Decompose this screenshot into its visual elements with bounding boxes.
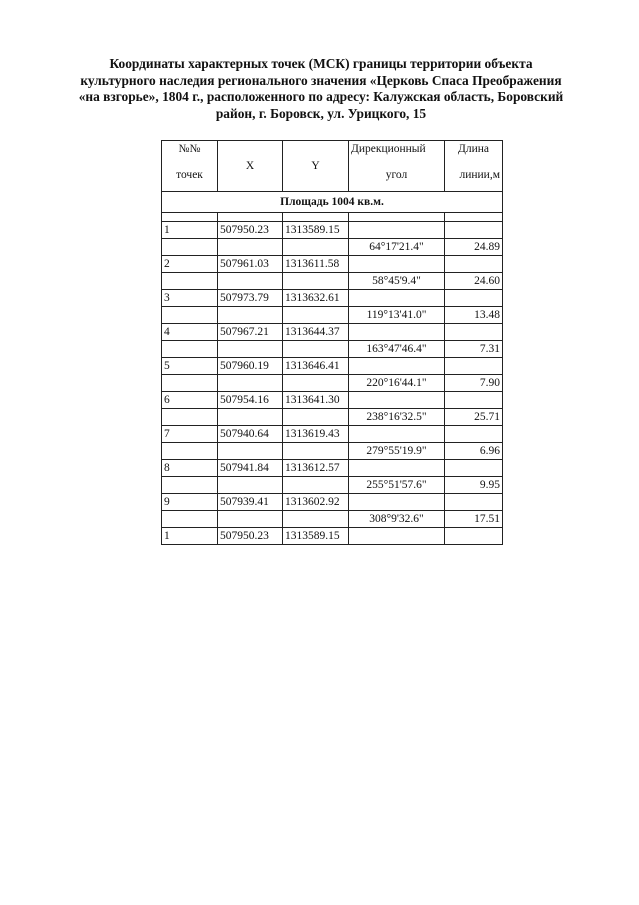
empty-cell <box>218 511 283 528</box>
x-coordinate: 507940.64 <box>218 426 283 443</box>
empty-cell <box>218 443 283 460</box>
empty-cell <box>218 239 283 256</box>
empty-cell <box>445 460 503 477</box>
segment-row <box>162 307 503 324</box>
empty-cell <box>218 341 283 358</box>
empty-cell <box>445 256 503 273</box>
empty-cell <box>162 375 218 392</box>
line-length: 6.96 <box>445 443 503 460</box>
empty-cell <box>445 392 503 409</box>
empty-cell <box>283 273 349 290</box>
empty-cell <box>349 324 445 341</box>
empty-cell <box>349 494 445 511</box>
point-row <box>162 324 503 341</box>
y-coordinate: 1313602.92 <box>283 494 349 511</box>
document-title <box>40 56 602 122</box>
y-coordinate: 1313589.15 <box>283 528 349 545</box>
empty-cell <box>349 290 445 307</box>
x-coordinate: 507939.41 <box>218 494 283 511</box>
empty-cell <box>162 511 218 528</box>
segment-row <box>162 273 503 290</box>
x-coordinate: 507950.23 <box>218 222 283 239</box>
header-line-length: Длина линии,м <box>445 141 503 192</box>
spacer-row <box>162 213 503 222</box>
line-length: 7.90 <box>445 375 503 392</box>
header-x: X <box>218 141 283 192</box>
direction-angle: 279°55'19.9" <box>349 443 445 460</box>
point-number: 4 <box>162 324 218 341</box>
point-number: 3 <box>162 290 218 307</box>
y-coordinate: 1313611.58 <box>283 256 349 273</box>
point-number: 6 <box>162 392 218 409</box>
point-row <box>162 528 503 545</box>
point-row <box>162 358 503 375</box>
point-row <box>162 392 503 409</box>
empty-cell <box>283 477 349 494</box>
x-coordinate: 507961.03 <box>218 256 283 273</box>
empty-cell <box>445 222 503 239</box>
direction-angle: 220°16'44.1" <box>349 375 445 392</box>
empty-cell <box>162 477 218 494</box>
y-coordinate: 1313641.30 <box>283 392 349 409</box>
x-coordinate: 507967.21 <box>218 324 283 341</box>
point-row <box>162 256 503 273</box>
empty-cell <box>445 528 503 545</box>
empty-cell <box>162 341 218 358</box>
point-row <box>162 290 503 307</box>
direction-angle: 163°47'46.4" <box>349 341 445 358</box>
title-line: Координаты характерных точек (МСК) границы территории объекта <box>109 56 533 71</box>
x-coordinate: 507973.79 <box>218 290 283 307</box>
table-header-row <box>162 141 503 192</box>
point-number: 5 <box>162 358 218 375</box>
empty-cell <box>445 324 503 341</box>
empty-cell <box>218 273 283 290</box>
header-direction-angle: Дирекционный угол <box>349 141 445 192</box>
empty-cell <box>349 426 445 443</box>
empty-cell <box>445 426 503 443</box>
line-length: 25.71 <box>445 409 503 426</box>
direction-angle: 119°13'41.0" <box>349 307 445 324</box>
y-coordinate: 1313646.41 <box>283 358 349 375</box>
empty-cell <box>162 409 218 426</box>
empty-cell <box>445 358 503 375</box>
empty-cell <box>283 307 349 324</box>
segment-row <box>162 375 503 392</box>
point-row <box>162 494 503 511</box>
empty-cell <box>349 392 445 409</box>
empty-cell <box>218 375 283 392</box>
empty-cell <box>162 307 218 324</box>
empty-cell <box>283 341 349 358</box>
direction-angle: 238°16'32.5" <box>349 409 445 426</box>
title-line: район, г. Боровск, ул. Урицкого, 15 <box>215 105 427 121</box>
line-length: 17.51 <box>445 511 503 528</box>
y-coordinate: 1313612.57 <box>283 460 349 477</box>
x-coordinate: 507941.84 <box>218 460 283 477</box>
empty-cell <box>283 409 349 426</box>
line-length: 24.60 <box>445 273 503 290</box>
segment-row <box>162 511 503 528</box>
area-row <box>162 192 503 213</box>
empty-cell <box>349 358 445 375</box>
empty-cell <box>218 409 283 426</box>
empty-cell <box>349 460 445 477</box>
empty-cell <box>445 290 503 307</box>
point-number: 8 <box>162 460 218 477</box>
segment-row <box>162 477 503 494</box>
table-body <box>162 222 503 545</box>
direction-angle: 255°51'57.6" <box>349 477 445 494</box>
segment-row <box>162 341 503 358</box>
x-coordinate: 507960.19 <box>218 358 283 375</box>
segment-row <box>162 239 503 256</box>
empty-cell <box>445 494 503 511</box>
empty-cell <box>283 443 349 460</box>
coordinates-table <box>161 140 503 545</box>
area-label: Площадь 1004 кв.м. <box>162 192 503 213</box>
direction-angle: 58°45'9.4" <box>349 273 445 290</box>
point-row <box>162 222 503 239</box>
point-number: 2 <box>162 256 218 273</box>
line-length: 9.95 <box>445 477 503 494</box>
empty-cell <box>162 273 218 290</box>
y-coordinate: 1313644.37 <box>283 324 349 341</box>
empty-cell <box>349 256 445 273</box>
x-coordinate: 507950.23 <box>218 528 283 545</box>
segment-row <box>162 409 503 426</box>
y-coordinate: 1313619.43 <box>283 426 349 443</box>
point-number: 7 <box>162 426 218 443</box>
y-coordinate: 1313589.15 <box>283 222 349 239</box>
header-y: Y <box>283 141 349 192</box>
segment-row <box>162 443 503 460</box>
empty-cell <box>162 443 218 460</box>
empty-cell <box>283 239 349 256</box>
point-number: 1 <box>162 222 218 239</box>
empty-cell <box>218 307 283 324</box>
header-point-number: №№ точек <box>162 141 218 192</box>
direction-angle: 64°17'21.4" <box>349 239 445 256</box>
point-row <box>162 460 503 477</box>
point-number: 1 <box>162 528 218 545</box>
empty-cell <box>349 528 445 545</box>
empty-cell <box>349 222 445 239</box>
line-length: 24.89 <box>445 239 503 256</box>
title-line: «на взгорье», 1804 г., расположенного по адресу: Калужская область, Боровский <box>78 89 564 104</box>
empty-cell <box>283 511 349 528</box>
y-coordinate: 1313632.61 <box>283 290 349 307</box>
direction-angle: 308°9'32.6" <box>349 511 445 528</box>
point-row <box>162 426 503 443</box>
empty-cell <box>218 477 283 494</box>
empty-cell <box>162 239 218 256</box>
empty-cell <box>283 375 349 392</box>
point-number: 9 <box>162 494 218 511</box>
line-length: 7.31 <box>445 341 503 358</box>
title-line: культурного наследия регионального значения «Церковь Спаса Преображения <box>80 72 562 88</box>
line-length: 13.48 <box>445 307 503 324</box>
x-coordinate: 507954.16 <box>218 392 283 409</box>
